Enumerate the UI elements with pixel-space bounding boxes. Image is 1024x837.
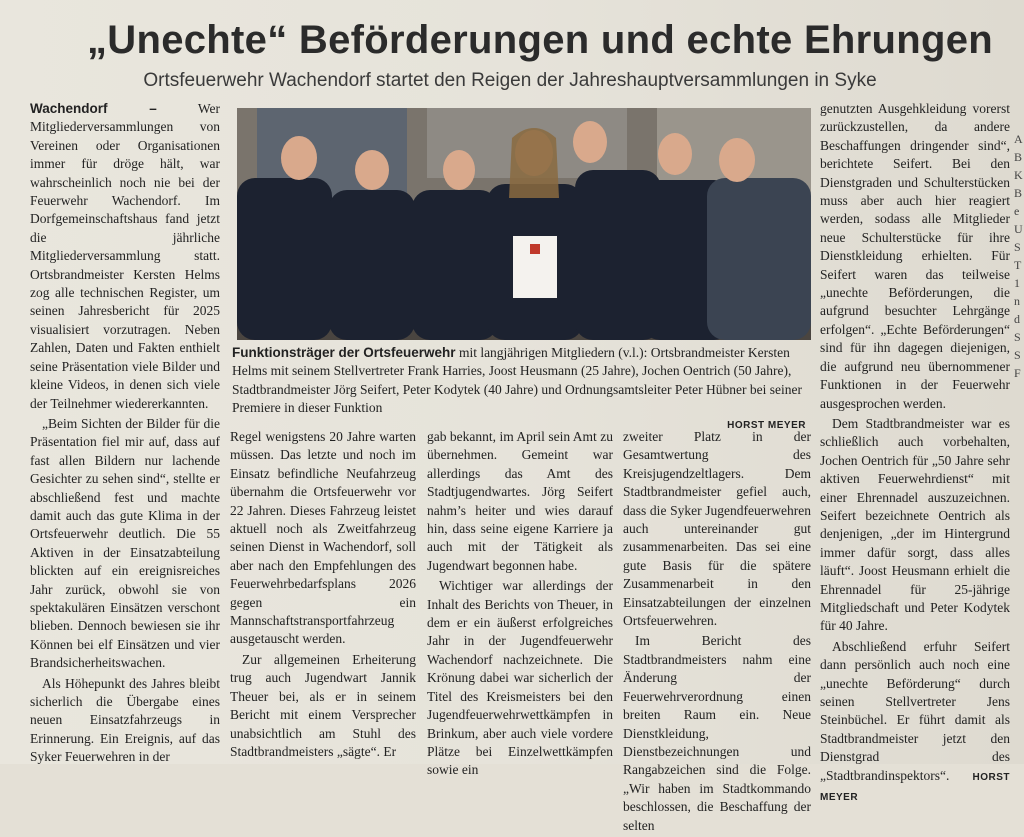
photo-caption — [232, 344, 812, 432]
author-credit: HORST MEYER — [820, 771, 1010, 804]
adjacent-article-edge: A B K B e U S T 1 n d S S F — [1014, 132, 1023, 380]
group-photo-illustration — [237, 108, 811, 340]
paragraph: zweiter Platz in der Gesamtwertung des Kreisjugendzeltlagers. Dem Stadtbrandmeister gefiel auch, dass die Syker Jugendfeuerwehren auch untereinander gut zusammenarbeiten. Das sei eine gute Basis für die spätere Zusammenarbeit in den Einsatzabteilungen der einzelnen Ortsfeuerwehren. — [623, 429, 811, 629]
paragraph: Zur allgemeinen Erheiterung trug auch Jugendwart Jannik Theuer bei, als er in seinem Bericht mit einem Versprecher unabsichtlich am Stuhl des Stadtbrandmeisters „sägte“. Er — [230, 651, 416, 759]
article-column-1 — [30, 100, 220, 769]
paragraph — [820, 638, 1010, 808]
paragraph: Wichtiger war allerdings der Inhalt des Berichts von Theuer, in dem er ein äußerst erfolgreiches Jahr in der Jugendfeuerwehr Wachendorf nachzeichnete. Die Krönung dabei war sicherlich der Titel des Kreismeisters bei den Jugendfeuerwehrwettkämpfen in Brinkum, aber auch viele vordere Plätze bei Einzelwettkämpfen sowie ein — [427, 578, 613, 778]
dateline: Wachendorf – — [30, 101, 157, 116]
caption-text: mit langjährigen Mitgliedern (v.l.): Ortsbrandmeister Kersten Helms mit seinem Stellvertreter Frank Harries, Joost Heusmann (25 Jahre), Jochen Oentrich (50 Jahre), Stadtbrandmeister Jörg Seifert, Peter Kodytek (40 Jahre) und Ordnungsamtsleiter Peter Hübner bei seiner Premiere in dieser Funktion — [232, 345, 802, 416]
subheadline: Ortsfeuerwehr Wachendorf startet den Reigen der Jahreshauptversammlungen in Syke — [143, 70, 877, 91]
paragraph: gab bekannt, im April sein Amt zu übernehmen. Gemeint war allerdings das Amt des Stadtjugendwartes. Jörg Seifert nahm’s heiter und wies darauf hin, dass seine eigene Karriere ja auch mit der Tätigkeit als Jugendwart begonnen habe. — [427, 429, 613, 573]
paragraph: genutzten Ausgehkleidung vorerst zurückzustellen, da andere Beschaffungen dringender sind“, berichtete Seifert. Bei den Dienstgraden und Schulterstücken muss aber auch hier reagiert werden, sodass alle Mitglieder neue Schulterstücke für ihre Dienstkleidung erhielten. Für Seifert waren das teilweise „unechte Beförderungen, die aufgrund besuchter Lehrgänge erfolgen“. „Echte Beförderungen“ sind für ihn dagegen diejenigen, die aufgrund neu übernommener Funktionen in der Feuerwehr ausgesprochen werden. — [820, 101, 1010, 411]
paragraph — [30, 100, 220, 413]
paragraph: Regel wenigstens 20 Jahre warten müssen. Das letzte und noch im Einsatz befindliche Neufahrzeug übernahm die Ortsfeuerwehr vor 22 Jahren. Dieses Fahrzeug leistet aktuell noch als Zweitfahrzeug seinen Dienst in Wachendorf, soll aber nach den Empfehlungen des Feuerwehrbedarfsplans 2026 gegen ein Mannschaftstransportfahrzeug ausgetauscht werden. — [230, 429, 416, 647]
paragraph-text: Wer Mitgliederversammlungen von Vereinen oder Organisationen immer für dröge hält, war wahrscheinlich noch nie bei der Feuerwehr Wachendorf. Im Dorfgemeinschaftshaus fand jetzt die jährliche Mitgliederversammlung statt. Ortsbrandmeister Kersten Helms zog alle technischen Register, um seinen Jahresbericht für 2025 visualisiert vorzutragen. Neben Zahlen, Daten und Fakten enthielt seine Präsentation viele Bilder und kleine Videos, in denen sich viele der Teilnehmer wiedererkannten. — [30, 101, 221, 411]
paragraph-text: Abschließend erfuhr Seifert dann persönlich auch noch eine „unechte Beförderung“ durch seinen Stellvertreter Jens Steinbüchel. Er führt damit als Stadtbrandmeister jetzt den Dienstgrad des „Stadtbrandinspektors“. — [820, 638, 1010, 783]
paragraph: Dem Stadtbrandmeister war es schließlich auch vorbehalten, Jochen Oentrich für „50 Jahre sehr aktiven Feuerwehrdienst“ mit einer Ehrennadel auszuzeichnen. Seifert bezeichnete Oentrich als denjenigen, „der im Hintergrund immer dafür sorgt, dass alles läuft“. Joost Heusmann erhielt die Ehrennadel für 25-jährige Mitgliedschaft und Peter Kodytek für 40 Jahre. — [820, 415, 1010, 634]
article-column-5 — [820, 100, 1010, 809]
article-column-3 — [427, 428, 613, 782]
paragraph: Im Bericht des Stadtbrandmeisters nahm eine Änderung der Feuerwehrverordnung einen breiten Raum ein. Neue Dienstkleidung, Dienstbezeichnungen und Rangabzeichen sind die Folge. „Wir haben im Stadtkommando beschlossen, die Beschaffung der selten — [623, 633, 811, 833]
article-column-4 — [623, 428, 811, 837]
caption-lead: Funktionsträger der Ortsfeuerwehr — [232, 345, 456, 360]
photo-credit: HORST MEYER — [727, 420, 806, 432]
article-column-2 — [230, 428, 416, 763]
headline: „Unechte“ Beförderungen und echte Ehrungen — [87, 18, 993, 62]
paragraph: „Beim Sichten der Bilder für die Präsentation fiel mir auf, dass auf fast allen Bildern nur lachende Gesichter zu sehen sind“, stellte er abschließend fest und machte damit auch das gute Klima in der Ortsfeuerwehr deutlich. Die 55 Aktiven in der Einsatzabteilung blickten auf ein ereignisreiches Jahr zurück, obwohl sie von spektakulären Einsätzen verschont blieben. Dennoch bewiesen sie ihr Können bei elf Einsätzen und vier Brandsicherheitswachen. — [30, 415, 220, 671]
paragraph: Als Höhepunkt des Jahres bleibt sicherlich die Übergabe eines neuen Einsatzfahrzeugs in Erinnerung. Ein Ereignis, auf das Syker Feuerwehren in der — [30, 675, 220, 765]
group-photo — [237, 108, 811, 340]
